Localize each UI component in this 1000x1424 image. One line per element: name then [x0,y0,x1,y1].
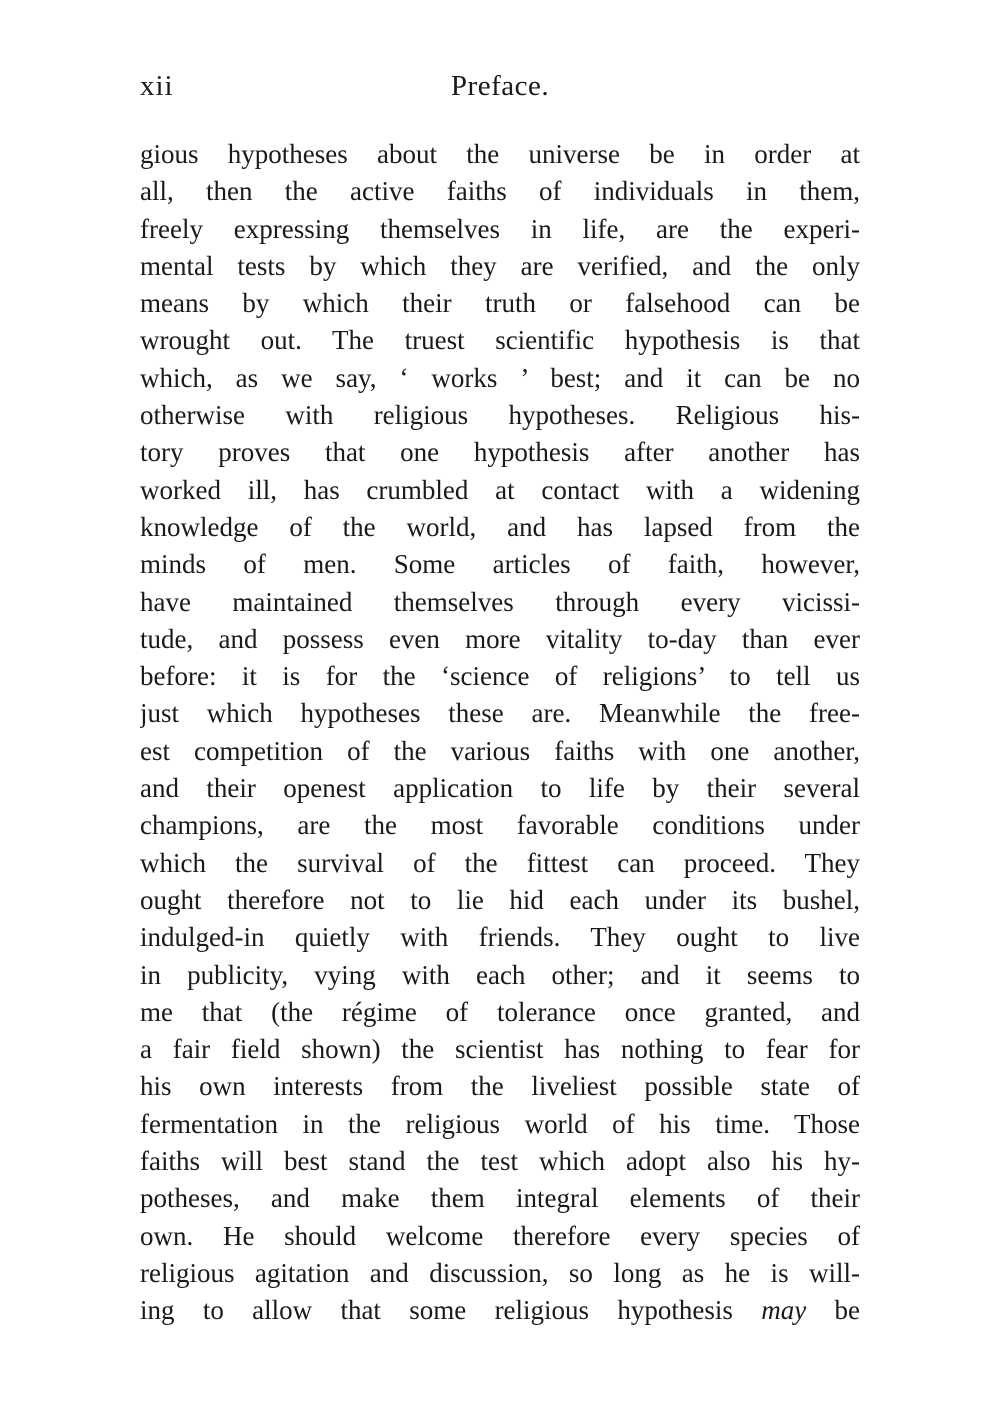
page-title: Preface. [450,70,550,102]
page-number: xii [140,70,174,102]
text-line: knowledge of the world, and has lapsed from the [140,511,860,542]
text-line: just which hypotheses these are. Meanwhile the free- [140,698,860,729]
text-fragment: ing to allow that some religious hypothesis [140,1295,733,1326]
text-line: faiths will best stand the test which adopt also his hy- [140,1146,860,1177]
running-head [140,70,860,110]
text-line: his own interests from the liveliest possible state of [140,1071,860,1102]
text-line: freely expressing themselves in life, are the experi- [140,213,860,244]
text-line: wrought out. The truest scientific hypothesis is that [140,325,860,356]
text-line: a fair field shown) the scientist has nothing to fear for [140,1034,860,1065]
emphasis-text: may [761,1295,807,1326]
text-line: tude, and possess even more vitality to-day than ever [140,623,860,654]
text-line: indulged-in quietly with friends. They ought to live [140,922,860,953]
text-line: before: it is for the ‘science of religions’ to tell us [140,661,860,692]
text-line: gious hypotheses about the universe be in order at [140,139,860,169]
text-line: otherwise with religious hypotheses. Religious his- [140,400,860,431]
text-line: fermentation in the religious world of his time. Those [140,1108,860,1139]
text-line: minds of men. Some articles of faith, however, [140,549,860,580]
text-line: ought therefore not to lie hid each under its bushel, [140,884,860,915]
text-line: me that (the régime of tolerance once granted, and [140,996,860,1027]
body-text [140,136,860,1330]
text-line: and their openest application to life by their several [140,773,860,804]
text-line: religious agitation and discussion, so long as he is will- [140,1257,860,1288]
text-line: own. He should welcome therefore every species of [140,1220,860,1251]
text-line: mental tests by which they are verified, and the only [140,250,860,281]
text-line: which the survival of the fittest can proceed. They [140,847,860,878]
text-line: tory proves that one hypothesis after another has [140,437,860,468]
text-fragment: be [834,1295,860,1326]
text-line: means by which their truth or falsehood can be [140,288,860,319]
text-line: champions, are the most favorable conditions under [140,810,860,841]
text-line: all, then the active faiths of individuals in them, [140,176,860,207]
text-line: potheses, and make them integral elements of their [140,1183,860,1214]
text-line: in publicity, vying with each other; and it seems to [140,959,860,990]
text-line: worked ill, has crumbled at contact with a widening [140,474,860,505]
text-line: have maintained themselves through every vicissi- [140,586,860,617]
text-line: which, as we say, ‘ works ’ best; and it can be no [140,362,860,393]
text-line-last [140,1292,860,1329]
text-line: est competition of the various faiths with one another, [140,735,860,766]
